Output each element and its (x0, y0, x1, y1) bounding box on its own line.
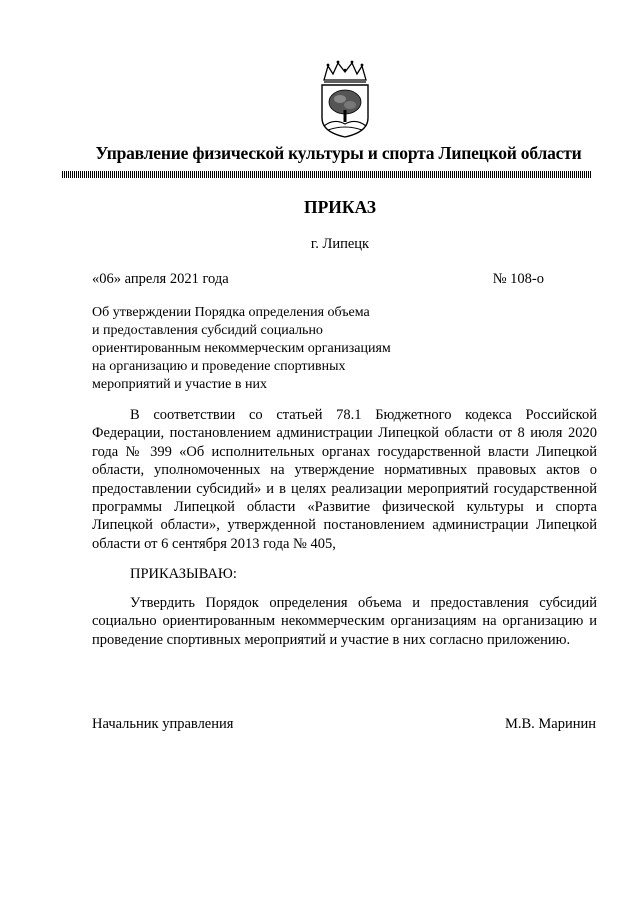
subject-line: и предоставления субсидий социально (92, 323, 323, 338)
document-city: г. Липецк (310, 236, 370, 252)
header-divider (62, 171, 592, 178)
subject-line: на организацию и проведение спортивных (92, 359, 346, 374)
subject-line: мероприятий и участие в них (92, 377, 267, 392)
signatory-name: М.В. Маринин (504, 716, 596, 732)
coat-of-arms-icon (316, 60, 374, 138)
document-date: «06» апреля 2021 года (92, 271, 229, 287)
preamble-paragraph: В соответствии со статьей 78.1 Бюджетного кодекса Российской Федерации, постановлением администрации Липецкой области от 8 июля 2020 года № 399 «Об исполнительных органах государственной власти Липецкой области, уполномоченных на утверждение нормативных правовых актов о предоставлении субсидий» и в целях реализации мероприятий государственной программы Липецкой области «Развитие физической культуры и спорта Липецкой области», утвержденной постановлением администрации Липецкой области от 6 сентября 2013 года № 405, (92, 407, 597, 552)
subject-line: Об утверждении Порядка определения объема (92, 305, 370, 320)
agency-name: Управление физической культуры и спорта Липецкой области (95, 143, 582, 163)
order-paragraph: Утвердить Порядок определения объема и предоставления субсидий социально ориентированным некоммерческим организациям на организацию и проведение спортивных мероприятий и участие в них согласно приложению. (92, 595, 597, 648)
subject-line: ориентированным некоммерческим организациям (92, 341, 391, 356)
signatory-position: Начальник управления (92, 716, 234, 732)
order-keyword: ПРИКАЗЫВАЮ: (130, 566, 237, 582)
document-number: № 108-о (492, 271, 544, 287)
document-subject (92, 304, 432, 394)
document-title: ПРИКАЗ (303, 197, 377, 217)
